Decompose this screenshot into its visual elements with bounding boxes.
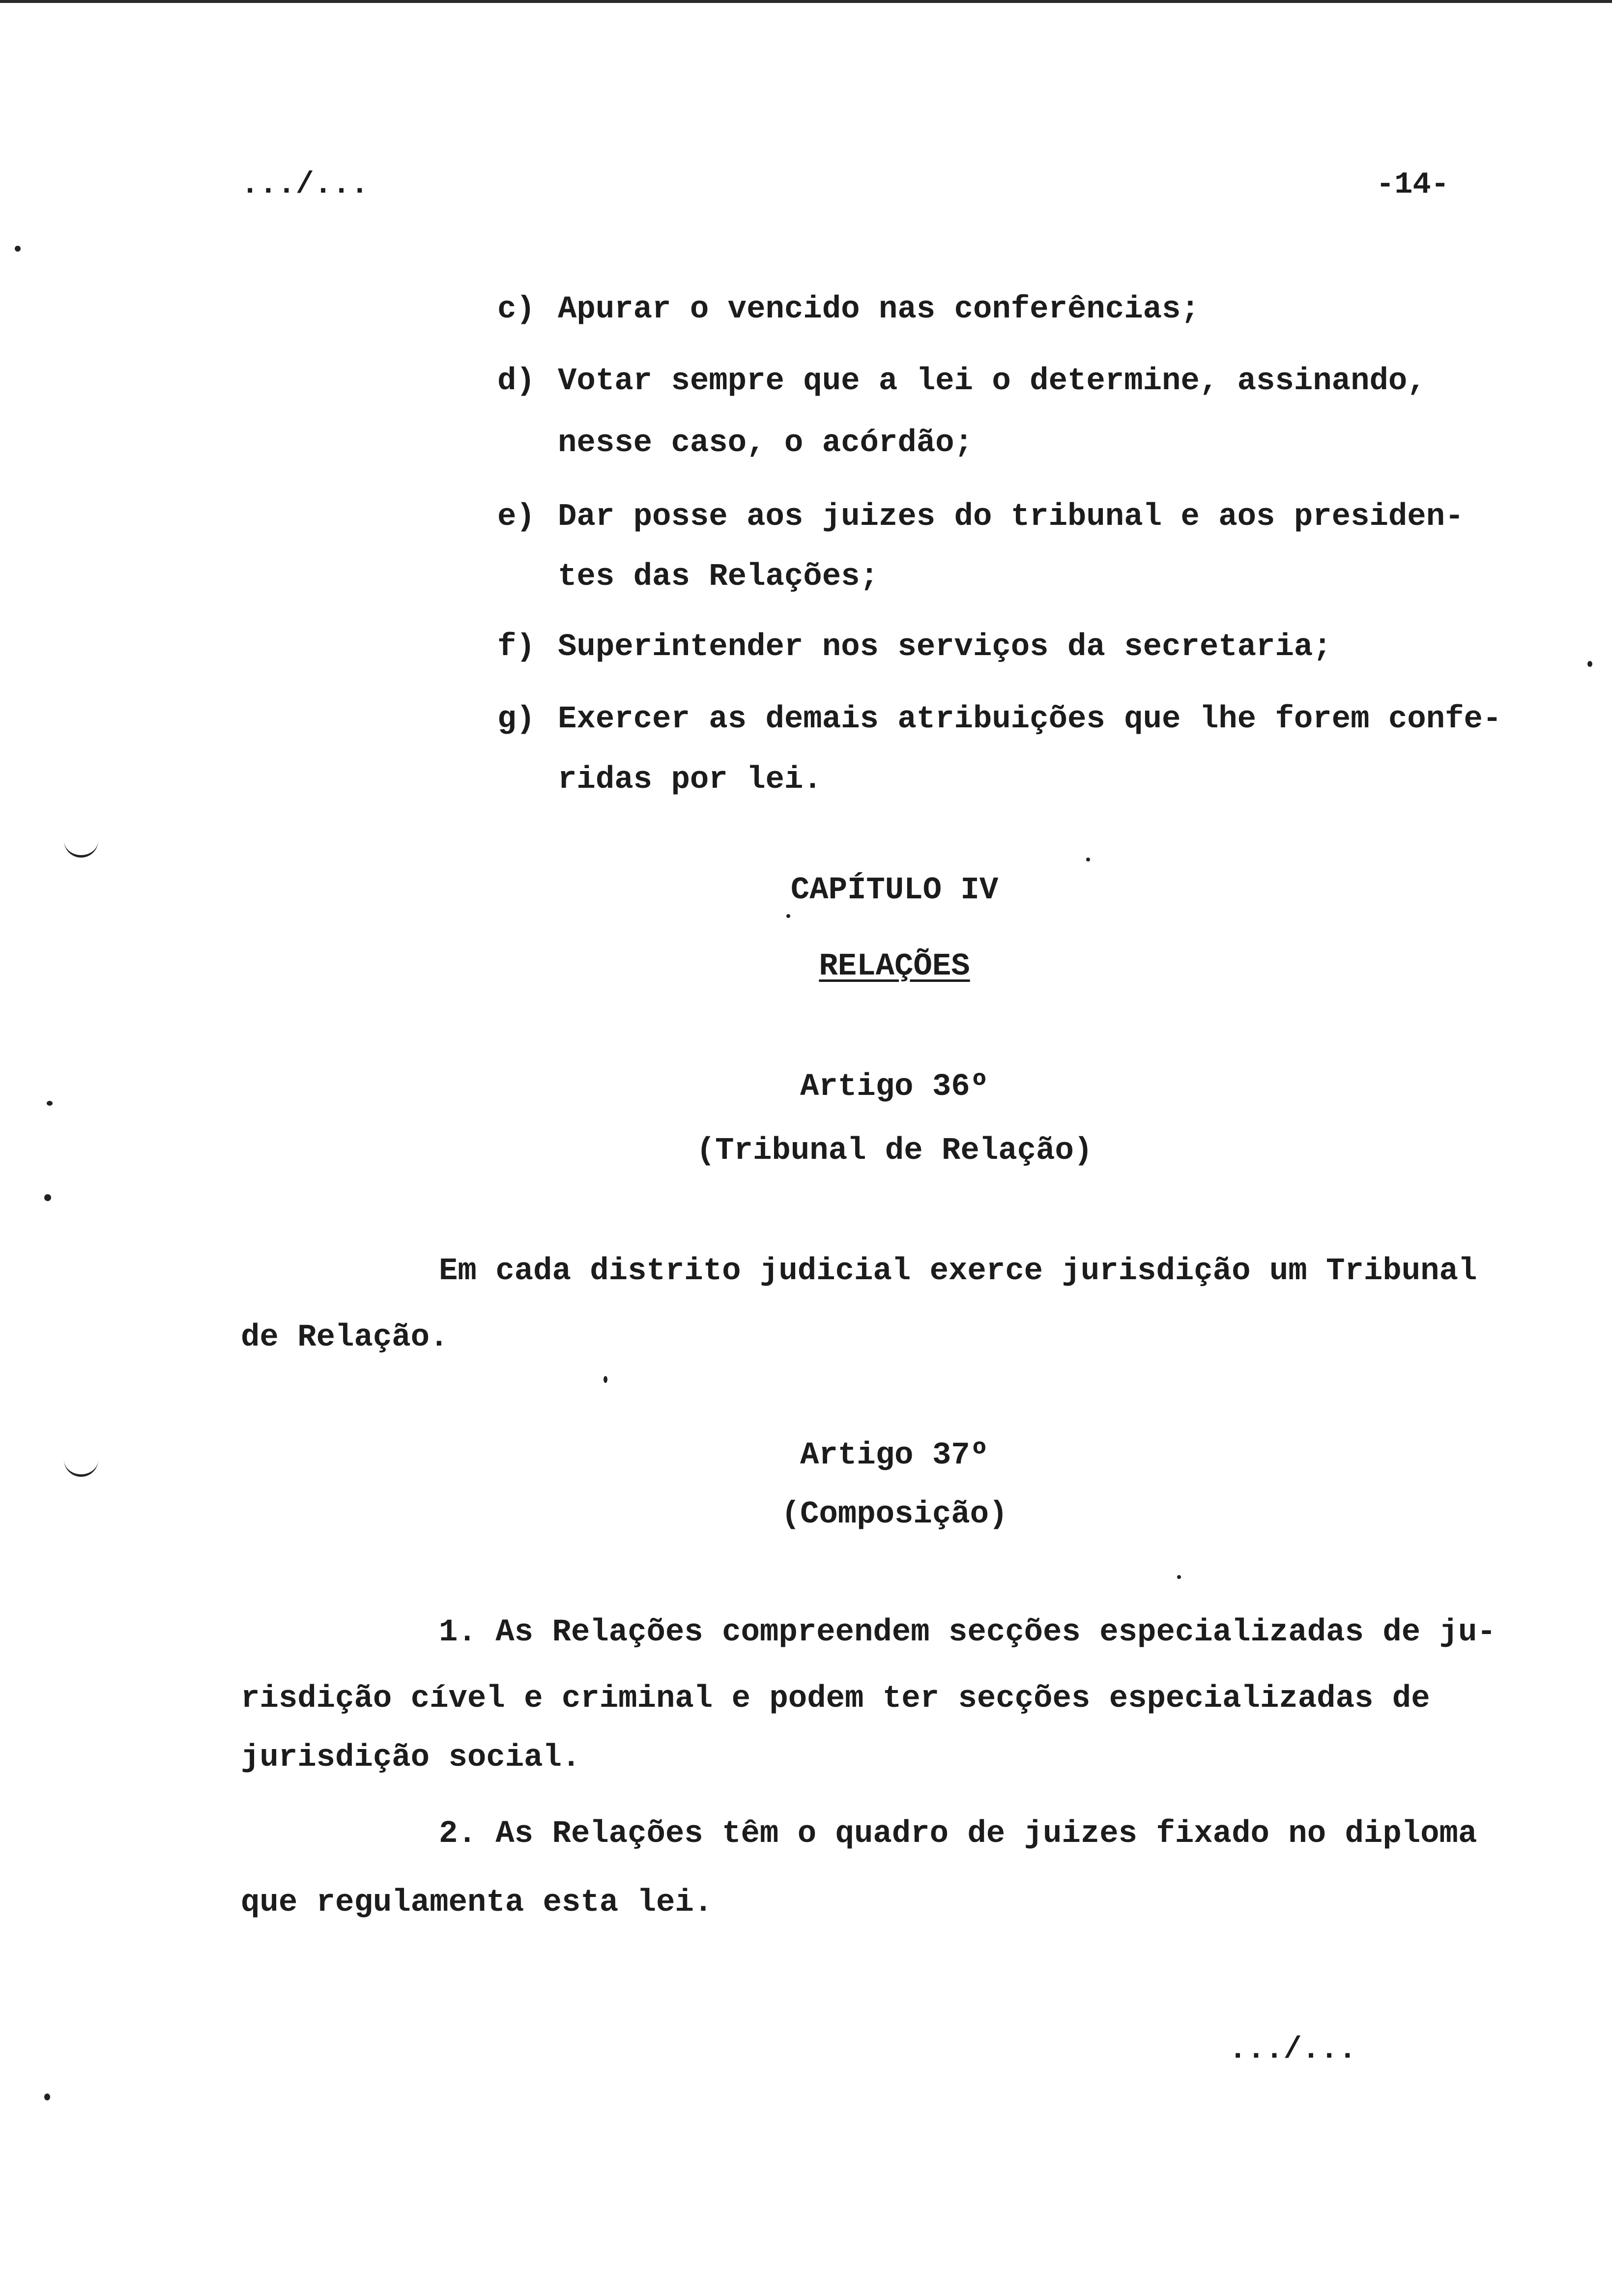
article-36-paragraph-line: de Relação. <box>241 1320 449 1355</box>
list-item-line: tes das Relações; <box>558 559 879 595</box>
scan-artifact-speck <box>44 1194 51 1201</box>
list-item-label: d) <box>497 364 535 399</box>
list-item-label: c) <box>497 292 535 327</box>
article-36-subtitle: (Tribunal de Relação) <box>696 1133 1093 1169</box>
scan-artifact-mark <box>64 835 98 858</box>
scan-artifact-speck <box>44 2094 50 2100</box>
chapter-subtitle <box>0 951 1612 982</box>
page-number: -14- <box>1376 167 1449 202</box>
scan-artifact-speck <box>1587 661 1592 667</box>
list-item-label: g) <box>497 702 535 737</box>
continuation-marker-bottom: .../... <box>1229 2032 1357 2067</box>
top-border-line <box>0 0 1612 3</box>
article-36-paragraph-line: Em cada distrito judicial exerce jurisdição um Tribunal <box>439 1254 1477 1289</box>
list-item-label: e) <box>497 499 535 535</box>
chapter-title: CAPÍTULO IV <box>790 873 999 908</box>
scan-artifact-speck <box>786 914 790 918</box>
article-37-title: Artigo 37º <box>800 1438 989 1473</box>
scan-artifact-speck <box>1086 858 1090 861</box>
article-37-subtitle: (Composição) <box>781 1497 1008 1532</box>
article-37-paragraph-line: risdição cível e criminal e podem ter secções especializadas de <box>241 1681 1430 1717</box>
list-item-line: Votar sempre que a lei o determine, assinando, <box>558 364 1426 399</box>
list-item-line: ridas por lei. <box>558 762 822 798</box>
scan-artifact-speck <box>1177 1575 1181 1579</box>
scan-artifact-mark <box>64 1455 98 1477</box>
article-37-paragraph-line: 1. As Relações compreendem secções especializadas de ju- <box>439 1615 1496 1650</box>
list-item-label: f) <box>497 630 535 665</box>
article-37-paragraph-line: 2. As Relações têm o quadro de juizes fixado no diploma <box>439 1816 1477 1852</box>
list-item-line: nesse caso, o acórdão; <box>558 426 973 461</box>
chapter-subtitle-text: RELAÇÕES <box>819 949 970 984</box>
scan-artifact-speck <box>15 246 21 252</box>
article-36-title: Artigo 36º <box>800 1069 989 1105</box>
list-item-line: Exercer as demais atribuições que lhe forem confe- <box>558 702 1502 737</box>
continuation-marker-top: .../... <box>241 167 369 202</box>
list-item-line: Superintender nos serviços da secretaria; <box>558 630 1332 665</box>
list-item-line: Dar posse aos juizes do tribunal e aos presiden- <box>558 499 1464 535</box>
scan-artifact-speck <box>47 1101 53 1106</box>
article-37-paragraph-line: que regulamenta esta lei. <box>241 1885 713 1921</box>
list-item-line: Apurar o vencido nas conferências; <box>558 292 1200 327</box>
article-37-paragraph-line: jurisdição social. <box>241 1740 581 1776</box>
scan-artifact-speck <box>604 1376 607 1383</box>
